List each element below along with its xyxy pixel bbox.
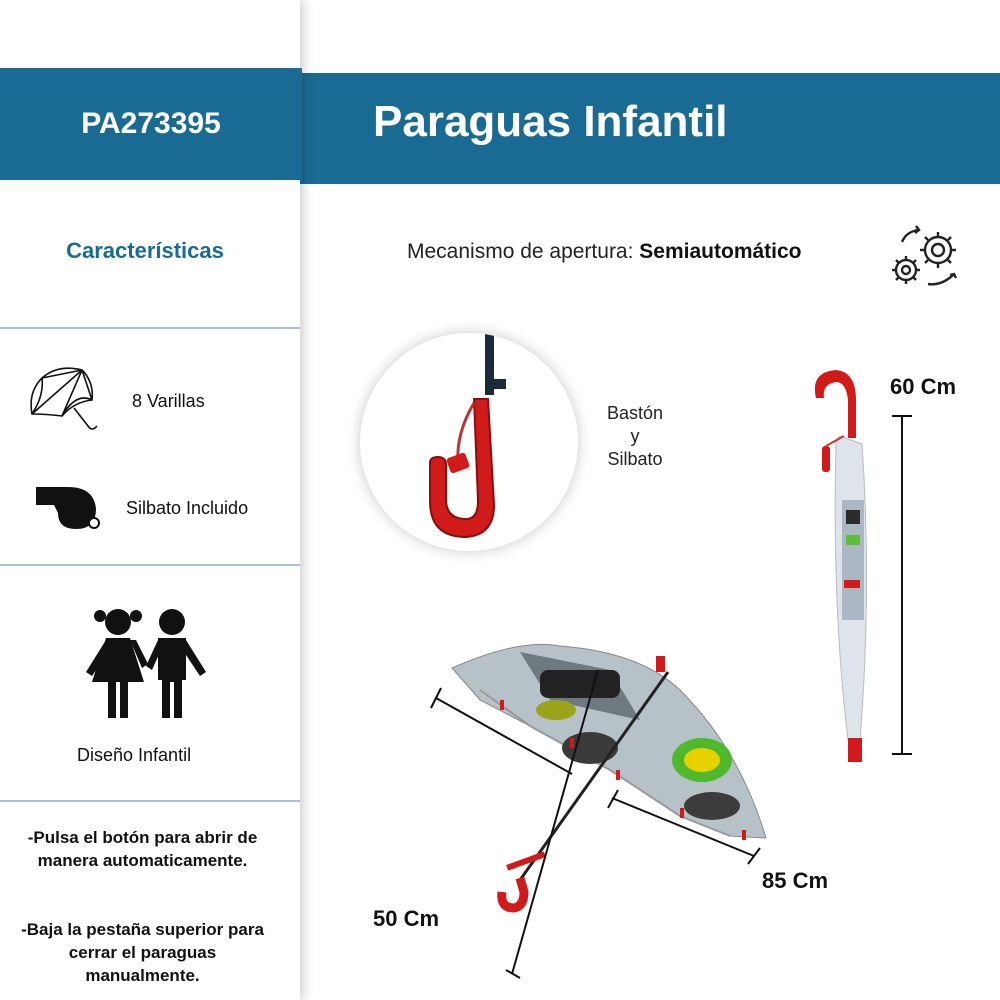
- features-title: Características: [66, 238, 224, 263]
- callout-line: Bastón: [606, 403, 664, 423]
- umbrella-outline-icon: [24, 362, 100, 438]
- closed-umbrella-image: [800, 360, 880, 770]
- title-bar: [300, 73, 1000, 184]
- feature-whistle-label: Silbato Incluido: [126, 498, 249, 518]
- product-code-bar: [0, 68, 302, 180]
- divider: [0, 564, 300, 566]
- mechanism-value: Semiautomático: [639, 240, 802, 263]
- dimension-line-50: [420, 680, 580, 990]
- close-instruction-note: -Baja la pestaña superior para cerrar el paraguas manualmente.: [21, 920, 264, 985]
- diameter-label: 85 Cm: [762, 868, 829, 893]
- page-title: Paraguas Infantil: [373, 97, 728, 146]
- callout-line: Silbato: [607, 449, 663, 469]
- shaft-length-label: 50 Cm: [373, 906, 440, 931]
- handle-callout: [590, 402, 680, 471]
- whistle-icon: [34, 485, 100, 531]
- mechanism-label: Mecanismo de apertura:: [407, 240, 640, 263]
- dimension-line-60: [890, 414, 914, 756]
- open-instruction-note: -Pulsa el botón para abrir de manera automaticamente.: [27, 828, 258, 870]
- product-code: PA273395: [81, 107, 221, 140]
- closed-length-label: 60 Cm: [890, 374, 957, 399]
- dimension-line-85: [604, 790, 764, 870]
- callout-line: y: [630, 426, 640, 446]
- kids-icon: [84, 606, 208, 724]
- handle-closeup-image: [360, 333, 578, 551]
- kids-design-label: Diseño Infantil: [77, 745, 192, 765]
- handle-detail-circle: [360, 333, 578, 551]
- divider: [0, 800, 300, 802]
- feature-ribs-label: 8 Varillas: [132, 391, 205, 411]
- mechanism-text: [407, 240, 802, 264]
- divider: [0, 327, 300, 329]
- gears-icon: [888, 224, 966, 294]
